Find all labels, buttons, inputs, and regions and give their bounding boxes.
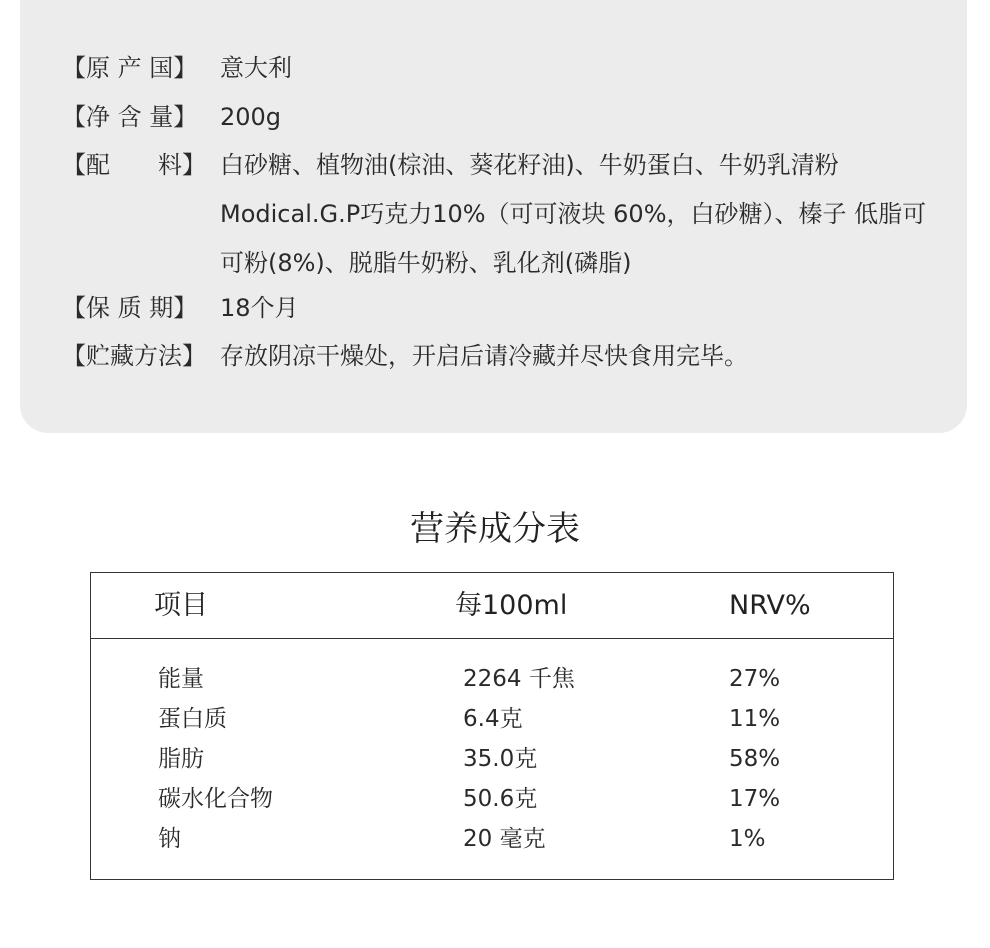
net-content-value: 200g bbox=[220, 103, 282, 131]
nutrient-amount: 6.4克 bbox=[463, 706, 523, 732]
nutrient-amount: 2264 千焦 bbox=[463, 666, 575, 692]
nutrient-name: 钠 bbox=[158, 826, 181, 852]
table-row bbox=[91, 659, 893, 699]
table-row bbox=[91, 779, 893, 819]
storage-label: 【贮藏方法】 bbox=[62, 342, 206, 370]
nutrient-nrv: 58% bbox=[729, 746, 781, 772]
storage-value: 存放阴凉干燥处，开启后请冷藏并尽快食用完毕。 bbox=[220, 342, 748, 370]
nutrient-name: 能量 bbox=[158, 666, 204, 692]
ingredients-label: 【配 料】 bbox=[62, 151, 206, 179]
nutrient-amount: 20 毫克 bbox=[463, 826, 546, 852]
nutrient-nrv: 17% bbox=[729, 786, 781, 812]
table-row bbox=[91, 739, 893, 779]
nutrient-nrv: 27% bbox=[729, 666, 781, 692]
nutrition-table bbox=[90, 572, 894, 880]
shelf-life-label: 【保 质 期】 bbox=[62, 294, 198, 322]
origin-label: 【原 产 国】 bbox=[62, 54, 198, 82]
shelf-life-row bbox=[62, 284, 950, 333]
nutrient-name: 脂肪 bbox=[158, 746, 204, 772]
nutrition-title: 营养成分表 bbox=[410, 509, 580, 549]
shelf-life-value: 18个月 bbox=[220, 294, 299, 322]
nutrient-nrv: 11% bbox=[729, 706, 781, 732]
nutrient-name: 蛋白质 bbox=[158, 706, 227, 732]
header-item: 项目 bbox=[154, 590, 208, 621]
ingredients-row bbox=[62, 141, 950, 288]
ingredients-value: 白砂糖、植物油(棕油、葵花籽油)、牛奶蛋白、牛奶乳清粉 Modical.G.P巧克力10%（可可液块 60%，白砂糖）、榛子 低脂可可粉(8%)、脱脂牛奶粉、乳化剂(磷脂) bbox=[220, 151, 927, 277]
nutrient-amount: 35.0克 bbox=[463, 746, 538, 772]
nutrient-nrv: 1% bbox=[729, 826, 766, 852]
table-row bbox=[91, 699, 893, 739]
table-body bbox=[91, 659, 893, 859]
nutrient-name: 碳水化合物 bbox=[158, 786, 273, 812]
header-nrv: NRV% bbox=[729, 590, 811, 621]
origin-value: 意大利 bbox=[220, 54, 292, 82]
storage-row bbox=[62, 332, 950, 381]
table-header bbox=[91, 573, 893, 639]
header-per-100ml: 每100ml bbox=[455, 590, 568, 621]
net-content-label: 【净 含 量】 bbox=[62, 103, 198, 131]
table-row bbox=[91, 819, 893, 859]
net-content-row bbox=[62, 93, 950, 142]
origin-row bbox=[62, 44, 950, 93]
nutrient-amount: 50.6克 bbox=[463, 786, 538, 812]
